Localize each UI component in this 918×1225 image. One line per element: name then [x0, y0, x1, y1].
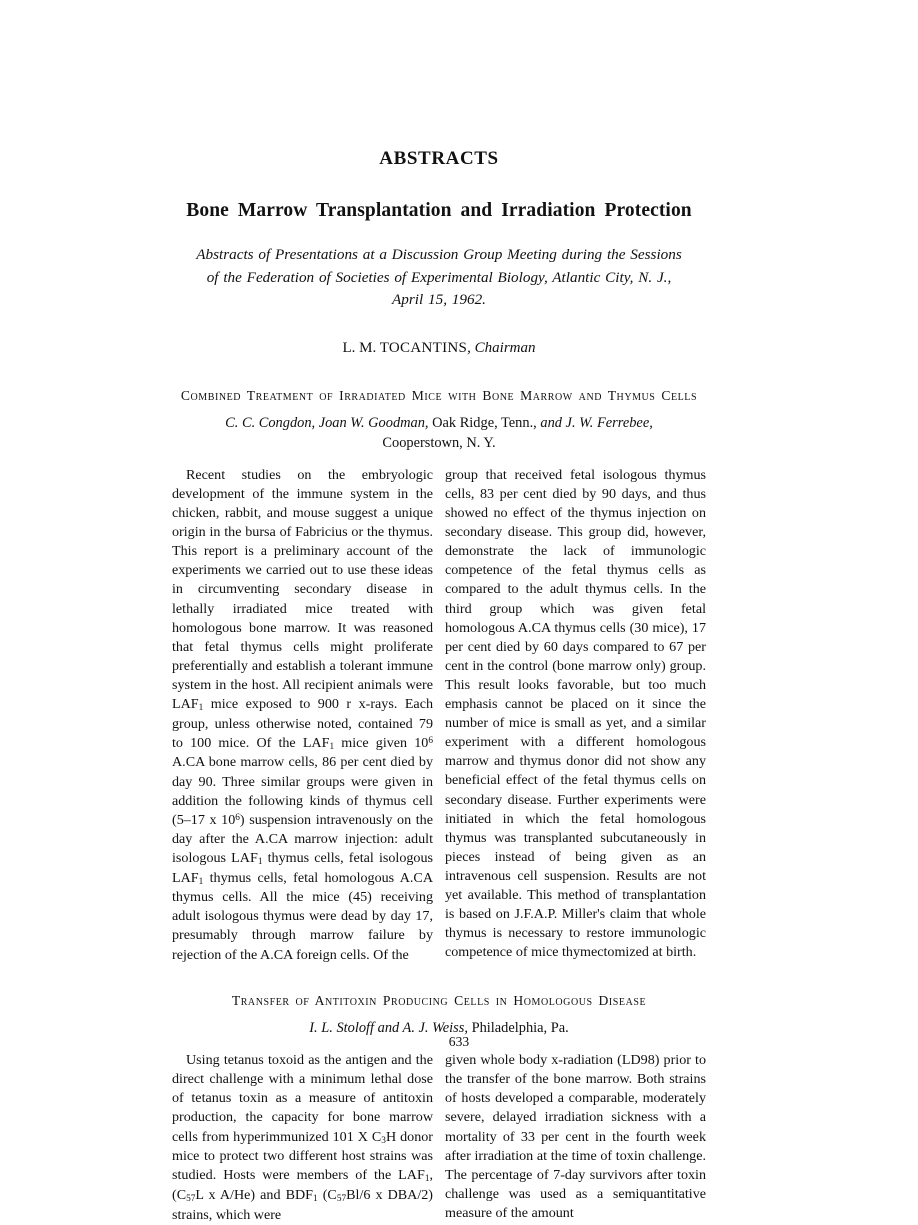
- article-2-left-paragraph: [172, 1051, 433, 1225]
- article-1-right-paragraph: group that received fetal isologous thymus cells, 83 per cent died by 90 days, and thus showed no effect of the thymus injection on secondary disease. This group did, however, demonstrate the lack of immunologic competence of the fetal thymus cells as compared to the adult thymus cells. In the third group which was given fetal homologous A.CA thymus cells (30 mice), 17 per cent died by 60 days compared to 67 per cent in the control (bone marrow only) group. This result looks favorable, but too much emphasis cannot be placed on it since the number of mice is small as yet, and a similar experiment with a different homologous marrow and thymus donor did not show any beneficial effect of the fetal thymus cells on secondary disease. Further experiments were initiated in which the fetal homologous thymus was transplanted subcutaneously in pieces instead of being given as an intravenous cell suspension. Results are not yet available. This method of transplantation is based on J.F.A.P. Miller's claim that whole thymus is necessary to restore immunologic competence of mice thymectomized at birth.: [445, 466, 706, 961]
- section-title: Bone Marrow Transplantation and Irradiation Protection: [186, 200, 692, 221]
- article-1-affiliation-1: Oak Ridge, Tenn.,: [428, 415, 541, 432]
- text-run: (C: [317, 1186, 337, 1203]
- text-run: Recent studies on the embryologic development of the immune system in the chicken, rabbit, and mouse suggest a unique origin in the bursa of Fabricius or the thymus. This report is a preliminary account of the experiments we carried out to use these ideas in circumventing secondary disease in lethally irradiated mice treated with homologous bone marrow. It was reasoned that fetal thymus cells might proliferate preferentially and establish a tolerant immune system in the host. All recipient animals were LAF: [172, 466, 433, 713]
- article-2-affiliation: Philadelphia, Pa.: [467, 1020, 569, 1037]
- text-run: Bl/6 x DBA/2) strains, which were: [172, 1186, 433, 1223]
- subscript-1: 1: [424, 1174, 430, 1185]
- text-run: thymus cells, fetal isologous LAF: [172, 849, 433, 886]
- session-note-line-2: of the Federation of Societies of Experimental Biology, Atlantic City, N. J.,: [206, 268, 672, 286]
- article-1-heading: Combined Treatment of Irradiated Mice with Bone Marrow and Thymus Cells: [180, 387, 698, 403]
- chairman-role: , Chairman: [467, 339, 536, 356]
- chairman-name-prefix: L. M. T: [342, 339, 389, 356]
- session-note-line-3: April 15, 1962.: [392, 291, 486, 308]
- text-run: mice exposed to 900 r x-rays. Each group, unless otherwise noted, contained 79 to 100 mice. Of the LAF: [172, 696, 433, 751]
- page-content: [172, 148, 706, 1225]
- subscript-1: 1: [198, 876, 204, 887]
- article-1-columns: [172, 466, 706, 965]
- chairman-line: [172, 340, 706, 357]
- article-1-authors-1: C. C. Congdon, Joan W. Goodman,: [225, 415, 429, 432]
- article-1-column-left: [172, 466, 433, 965]
- text-run: A.CA bone marrow cells, 86 per cent died by day 90. Three similar groups were given in addition the following kinds of thymus cell (5–17 x 10: [172, 754, 433, 828]
- article-2-heading: Transfer of Antitoxin Producing Cells in Homologous Disease: [231, 992, 647, 1008]
- text-run: H donor mice to protect two different host strains was studied. Hosts were members of the LAF: [172, 1128, 433, 1184]
- article-2-authors: I. L. Stoloff and A. J. Weiss,: [309, 1020, 468, 1037]
- session-note: [172, 244, 706, 312]
- article-1: [172, 387, 706, 965]
- article-2-column-right: [445, 1051, 706, 1223]
- text-run: ) suspension intravenously on the day after the A.CA marrow injection: adult isologous LAF: [172, 811, 433, 866]
- superscript-6: 6: [235, 812, 240, 823]
- subscript-57: 57: [186, 1193, 196, 1204]
- article-1-byline: [172, 414, 706, 454]
- chairman-name-smallcaps: OCANTINS: [388, 339, 468, 356]
- article-separator: [172, 965, 706, 992]
- session-note-line-1: Abstracts of Presentations at a Discussion Group Meeting during the Sessions: [196, 246, 682, 263]
- subscript-1: 1: [329, 741, 335, 752]
- superscript-6: 6: [428, 735, 433, 746]
- text-run: Using tetanus toxoid as the antigen and the direct challenge with a minimum lethal dose of tetanus toxin as a measure of antitoxin production, the capacity for bone marrow cells from hyperimmunized 101 X C: [172, 1052, 433, 1145]
- text-run: , (C: [172, 1167, 433, 1203]
- article-1-authors-2: and J. W. Ferrebee,: [540, 415, 653, 432]
- subscript-1: 1: [313, 1193, 318, 1204]
- text-run: mice given 10: [334, 734, 429, 751]
- subscript-57: 57: [336, 1193, 347, 1204]
- subscript-3: 3: [381, 1135, 386, 1146]
- article-1-column-right: [445, 466, 706, 962]
- subscript-1: 1: [257, 856, 263, 867]
- article-1-affiliation-2: Cooperstown, N. Y.: [382, 435, 496, 452]
- text-run: L x A/He) and BDF: [195, 1186, 313, 1203]
- article-2-columns: [172, 1051, 706, 1225]
- text-run: thymus cells, fetal homologous A.CA thymus cells. All the mice (45) receiving adult isologous thymus were dead by day 17, presumably through marrow failure by rejection of the A.CA foreign cells. Of the: [172, 869, 433, 963]
- article-2-right-paragraph: given whole body x-radiation (LD98) prior to the transfer of the bone marrow. Both strains of hosts developed a comparable, moderately severe, delayed irradiation sickness with a mortality of 33 per cent in the fourth week after irradiation at the time of toxin challenge. The percentage of 7-day survivors after toxin challenge was used as a semiquantitative measure of the amount: [445, 1052, 706, 1221]
- article-2: [172, 992, 706, 1225]
- subscript-1: 1: [198, 703, 204, 714]
- article-2-column-left: [172, 1051, 433, 1225]
- masthead-title: ABSTRACTS: [379, 148, 499, 169]
- page-number: 633: [448, 1034, 470, 1049]
- article-1-left-paragraph: [172, 466, 433, 965]
